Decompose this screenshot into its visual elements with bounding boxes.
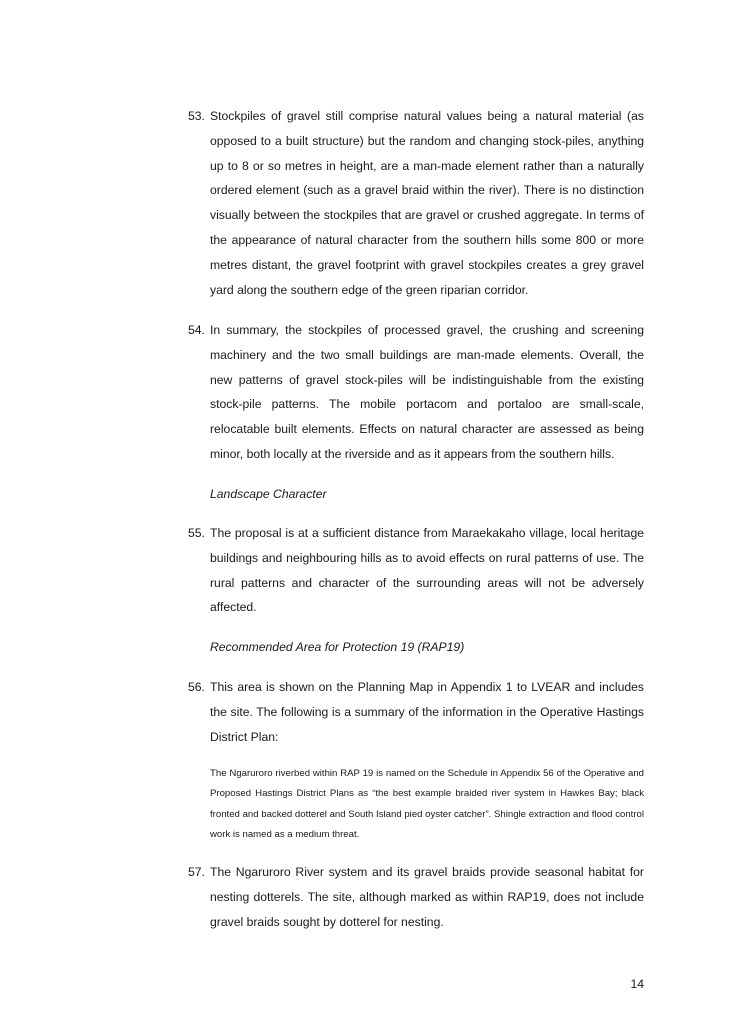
page-number: 14	[630, 977, 644, 991]
paragraph-text: Stockpiles of gravel still comprise natural values being a natural material (as opposed to a built structure) but the random and changing stock-piles, anything up to 8 or so metres in height, are a man-made element rather than a naturally ordered element (such as a gravel braid within the river). There is no distinction visually between the stockpiles that are gravel or crushed aggregate. In terms of the appearance of natural character from the southern hills some 800 or more metres distant, the gravel footprint with gravel stockpiles creates a grey gravel yard along the southern edge of the green riparian corridor.	[210, 109, 644, 297]
paragraph-number: 57.	[188, 865, 205, 879]
section-heading-landscape-character: Landscape Character	[210, 487, 327, 501]
paragraph-57	[188, 860, 644, 934]
section-heading-rap19: Recommended Area for Protection 19 (RAP19)	[210, 640, 465, 654]
paragraph-text: This area is shown on the Planning Map in Appendix 1 to LVEAR and includes the site. The following is a summary of the information in the Operative Hastings District Plan:	[210, 680, 644, 744]
paragraph-text: The Ngaruroro River system and its gravel braids provide seasonal habitat for nesting dotterels. The site, although marked as within RAP19, does not include gravel braids sought by dotterel for nesting.	[210, 865, 644, 929]
paragraph-54	[188, 318, 644, 467]
paragraph-number: 56.	[188, 680, 205, 694]
paragraph-text: In summary, the stockpiles of processed gravel, the crushing and screening machinery and the two small buildings are man-made elements. Overall, the new patterns of gravel stock-piles will be indistinguishable from the existing stock-pile patterns. The mobile portacom and portaloo are small-scale, relocatable built elements. Effects on natural character are assessed as being minor, both locally at the riverside and as it appears from the southern hills.	[210, 323, 644, 461]
paragraph-56	[188, 675, 644, 749]
paragraph-53	[188, 104, 644, 302]
paragraph-text: The proposal is at a sufficient distance from Maraekakaho village, local heritage buildings and neighbouring hills as to avoid effects on rural patterns of use. The rural patterns and character of the surrounding areas will not be adversely affected.	[210, 526, 644, 615]
paragraph-55	[188, 521, 644, 620]
paragraph-number: 55.	[188, 526, 205, 540]
paragraph-number: 54.	[188, 323, 205, 337]
paragraph-number: 53.	[188, 109, 205, 123]
block-quote: The Ngaruroro riverbed within RAP 19 is named on the Schedule in Appendix 56 of the Operative and Proposed Hastings District Plans as “the best example braided river system in Hawkes Bay; black fronted and backed dotterel and South Island pied oyster catcher”. Shingle extraction and flood control work is named as a medium threat.	[210, 768, 644, 840]
